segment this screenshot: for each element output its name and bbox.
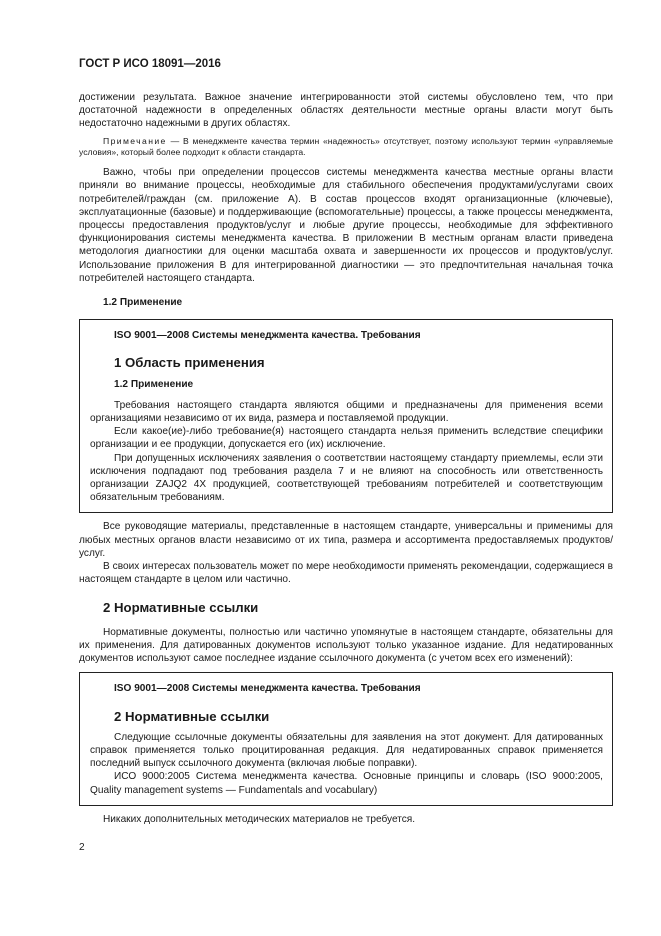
- document-header: ГОСТ Р ИСО 18091—2016: [79, 58, 221, 70]
- note-label: Примечание: [103, 135, 167, 146]
- quote-box-normative-references: [79, 672, 613, 805]
- section-2-heading: 2 Нормативные ссылки: [103, 600, 259, 616]
- quote-box-paragraph: Если какое(ие)-либо требование(я) настоящего стандарта нельзя применить вследствие специфики организации и ее продукции, допускается его (их) исключение.: [90, 426, 603, 451]
- note-text: — В менеджменте качества термин «надежность» отсутствует, поэтому используют термин «управляемые условия», который более подходит к области стандарта.: [79, 135, 613, 158]
- quote-box-paragraph: Следующие ссылочные документы обязательны для заявления на этот документ. Для датированных справок применяется только процитированная редакция. Для недатированных справок применяется последний выпуск ссылочного документа (включая любые поправки).: [90, 731, 603, 770]
- closing-paragraph: Никаких дополнительных методических материалов не требуется.: [103, 813, 416, 825]
- quote-box-title: ISO 9001—2008 Системы менеджмента качества. Требования: [114, 683, 421, 695]
- section-1-2-heading: 1.2 Применение: [103, 297, 183, 309]
- body-paragraph: Все руководящие материалы, представленные в настоящем стандарте, универсальны и применимы для любых местных органов власти независимо от их типа, размера и ассортимента предоставляемых продуктов/услуг.: [79, 521, 613, 559]
- intro-paragraph-1: достижении результата. Важное значение интегрированности этой системы обусловлено тем, что при достаточной надежности в определенных областях деятельности местные органы власти могут быть недостаточно надежными в других областях.: [79, 92, 613, 130]
- quote-box-subheading: 1.2 Применение: [114, 378, 194, 390]
- quote-box-title: ISO 9001—2008 Системы менеджмента качества. Требования: [114, 330, 421, 342]
- section-2-paragraph: Нормативные документы, полностью или частично упомянутые в настоящем стандарте, обязательны для их применения. Для датированных документов используют только указанное издание. Для недатированных документов используют самое последнее издание ссылочного документа (с учетом всех его изменений):: [79, 626, 613, 665]
- quote-box-paragraph: При допущенных исключениях заявления о соответствии настоящему стандарту приемлемы, если эти исключения подпадают под требования раздела 7 и не влияют на способность или ответственность организации ZAJQ2 4X продукцией, соответствующей требованиям потребителей и соответствующим обязательным требованиям.: [90, 452, 603, 504]
- intro-paragraph-2: Важно, чтобы при определении процессов системы менеджмента качества местные органы власти приняли во внимание процессы, необходимые для стабильного обеспечения продуктами/услугами своих потребителей/граждан (см. приложение А). В состав процессов входят организационные (ключевые), эксплуатационные (базовые) и поддерживающие (вспомогательные) процессы, а также процессы менеджмента, процессы предоставления продуктов/услуг и любые другие процессы, необходимые для эффективного функционирования системы менеджмента качества. В приложении В местным органам власти приведена методология диагностики для оценки масштаба охвата и завершенности их процессов и продуктов/услуг. Использование приложения В для интегрированной диагностики — это предпочтительная начальная точка потребителей настоящего стандарта.: [79, 167, 613, 284]
- note: [79, 136, 613, 160]
- quote-box-paragraph: ИСО 9000:2005 Система менеджмента качества. Основные принципы и словарь (ISO 9000:2005, Quality management systems — Fundamentals and vocabulary): [90, 771, 603, 796]
- quote-box-heading: 2 Нормативные ссылки: [114, 708, 270, 724]
- document-body: [79, 91, 613, 826]
- body-paragraph: В своих интересах пользователь может по мере необходимости применять рекомендации, содержащиеся в настоящем стандарте в целом или частично.: [79, 561, 613, 586]
- quote-box-iso-scope: [79, 319, 613, 513]
- quote-box-heading: 1 Область применения: [114, 355, 265, 371]
- page-number: 2: [79, 842, 85, 853]
- quote-box-paragraph: Требования настоящего стандарта являются общими и предназначены для применения всеми организациями независимо от их вида, размера и поставляемой продукции.: [90, 399, 603, 425]
